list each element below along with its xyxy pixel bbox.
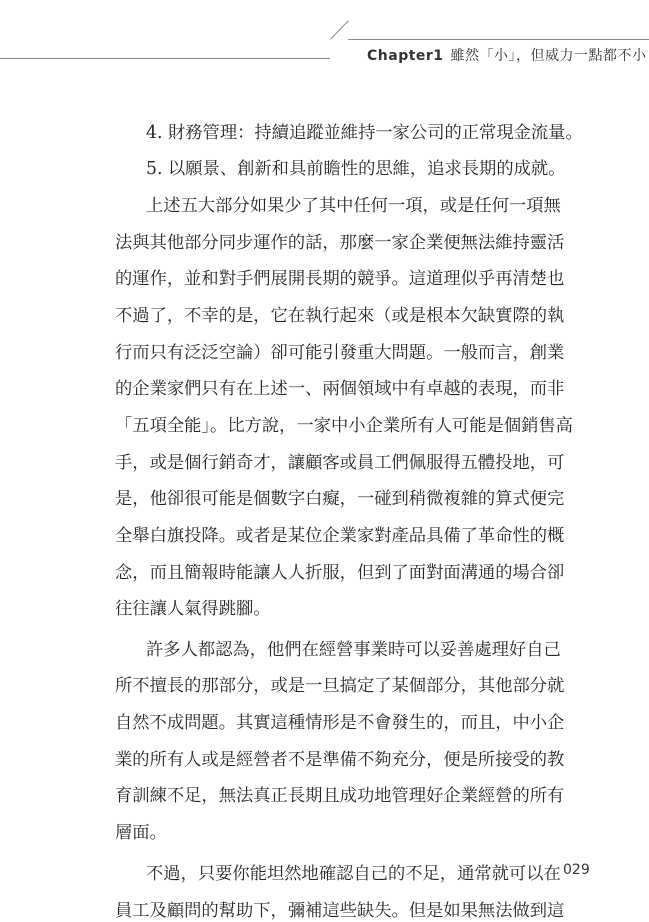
header-rule-slant	[330, 20, 349, 39]
text-line: 行而只有泛泛空論）卻可能引發重大問題。一般而言，創業	[115, 343, 565, 363]
text-line: 的企業家們只有在上述一、兩個領域中有卓越的表現，而非	[115, 379, 565, 399]
text-line: 往往讓人氣得跳腳。	[115, 599, 271, 619]
header-rule	[0, 58, 330, 59]
text-line: 念，而且簡報時能讓人人折服，但到了面對面溝通的場合卻	[115, 563, 565, 583]
text-line: 的運作，並和對手們展開長期的競爭。這道理似乎再清楚也	[115, 269, 565, 289]
text-line: 員工及顧問的幫助下，彌補這些缺失。但是如果無法做到這	[115, 901, 565, 921]
text-line: 不過了，不幸的是，它在執行起來（或是根本欠缺實際的執	[115, 306, 565, 326]
text-line: 全舉白旗投降。或者是某位企業家對產品具備了革命性的概	[115, 526, 565, 546]
text-line: 層面。	[115, 823, 167, 843]
text-line: 不過，只要你能坦然地確認自己的不足，通常就可以在	[146, 864, 561, 884]
text-line: 手，或是個行銷奇才，讓顧客或員工們佩服得五體投地，可	[115, 453, 565, 473]
text-line: 業的所有人或是經營者不是準備不夠充分，便是所接受的教	[115, 750, 565, 770]
text-line: 是，他卻很可能是個數字白癡，一碰到稍微複雜的算式便完	[115, 489, 565, 509]
text-line: 許多人都認為，他們在經營事業時可以妥善處理好自己	[146, 640, 561, 660]
text-line: 育訓練不足，無法真正長期且成功地管理好企業經營的所有	[115, 786, 565, 806]
running-head	[367, 45, 647, 65]
text-line: 上述五大部分如果少了其中任何一項，或是任何一項無	[146, 196, 561, 216]
text-line: 5. 以願景、創新和具前瞻性的思維，追求長期的成就。	[146, 159, 566, 179]
text-line: 4. 財務管理：持續追蹤並維持一家公司的正常現金流量。	[146, 123, 583, 143]
chapter-label: Chapter1	[367, 48, 444, 64]
chapter-title: 雖然「小」，但威力一點都不小	[450, 48, 647, 64]
text-line: 自然不成問題。其實這種情形是不會發生的，而且，中小企	[115, 713, 565, 733]
header-rule-top	[348, 39, 649, 40]
text-line: 「五項全能」。比方說，一家中小企業所有人可能是個銷售高	[115, 416, 573, 436]
page-number: 029	[563, 862, 590, 878]
text-line: 法與其他部分同步運作的話，那麼一家企業便無法維持靈活	[115, 233, 565, 253]
text-line: 所不擅長的那部分，或是一旦搞定了某個部分，其他部分就	[115, 676, 565, 696]
